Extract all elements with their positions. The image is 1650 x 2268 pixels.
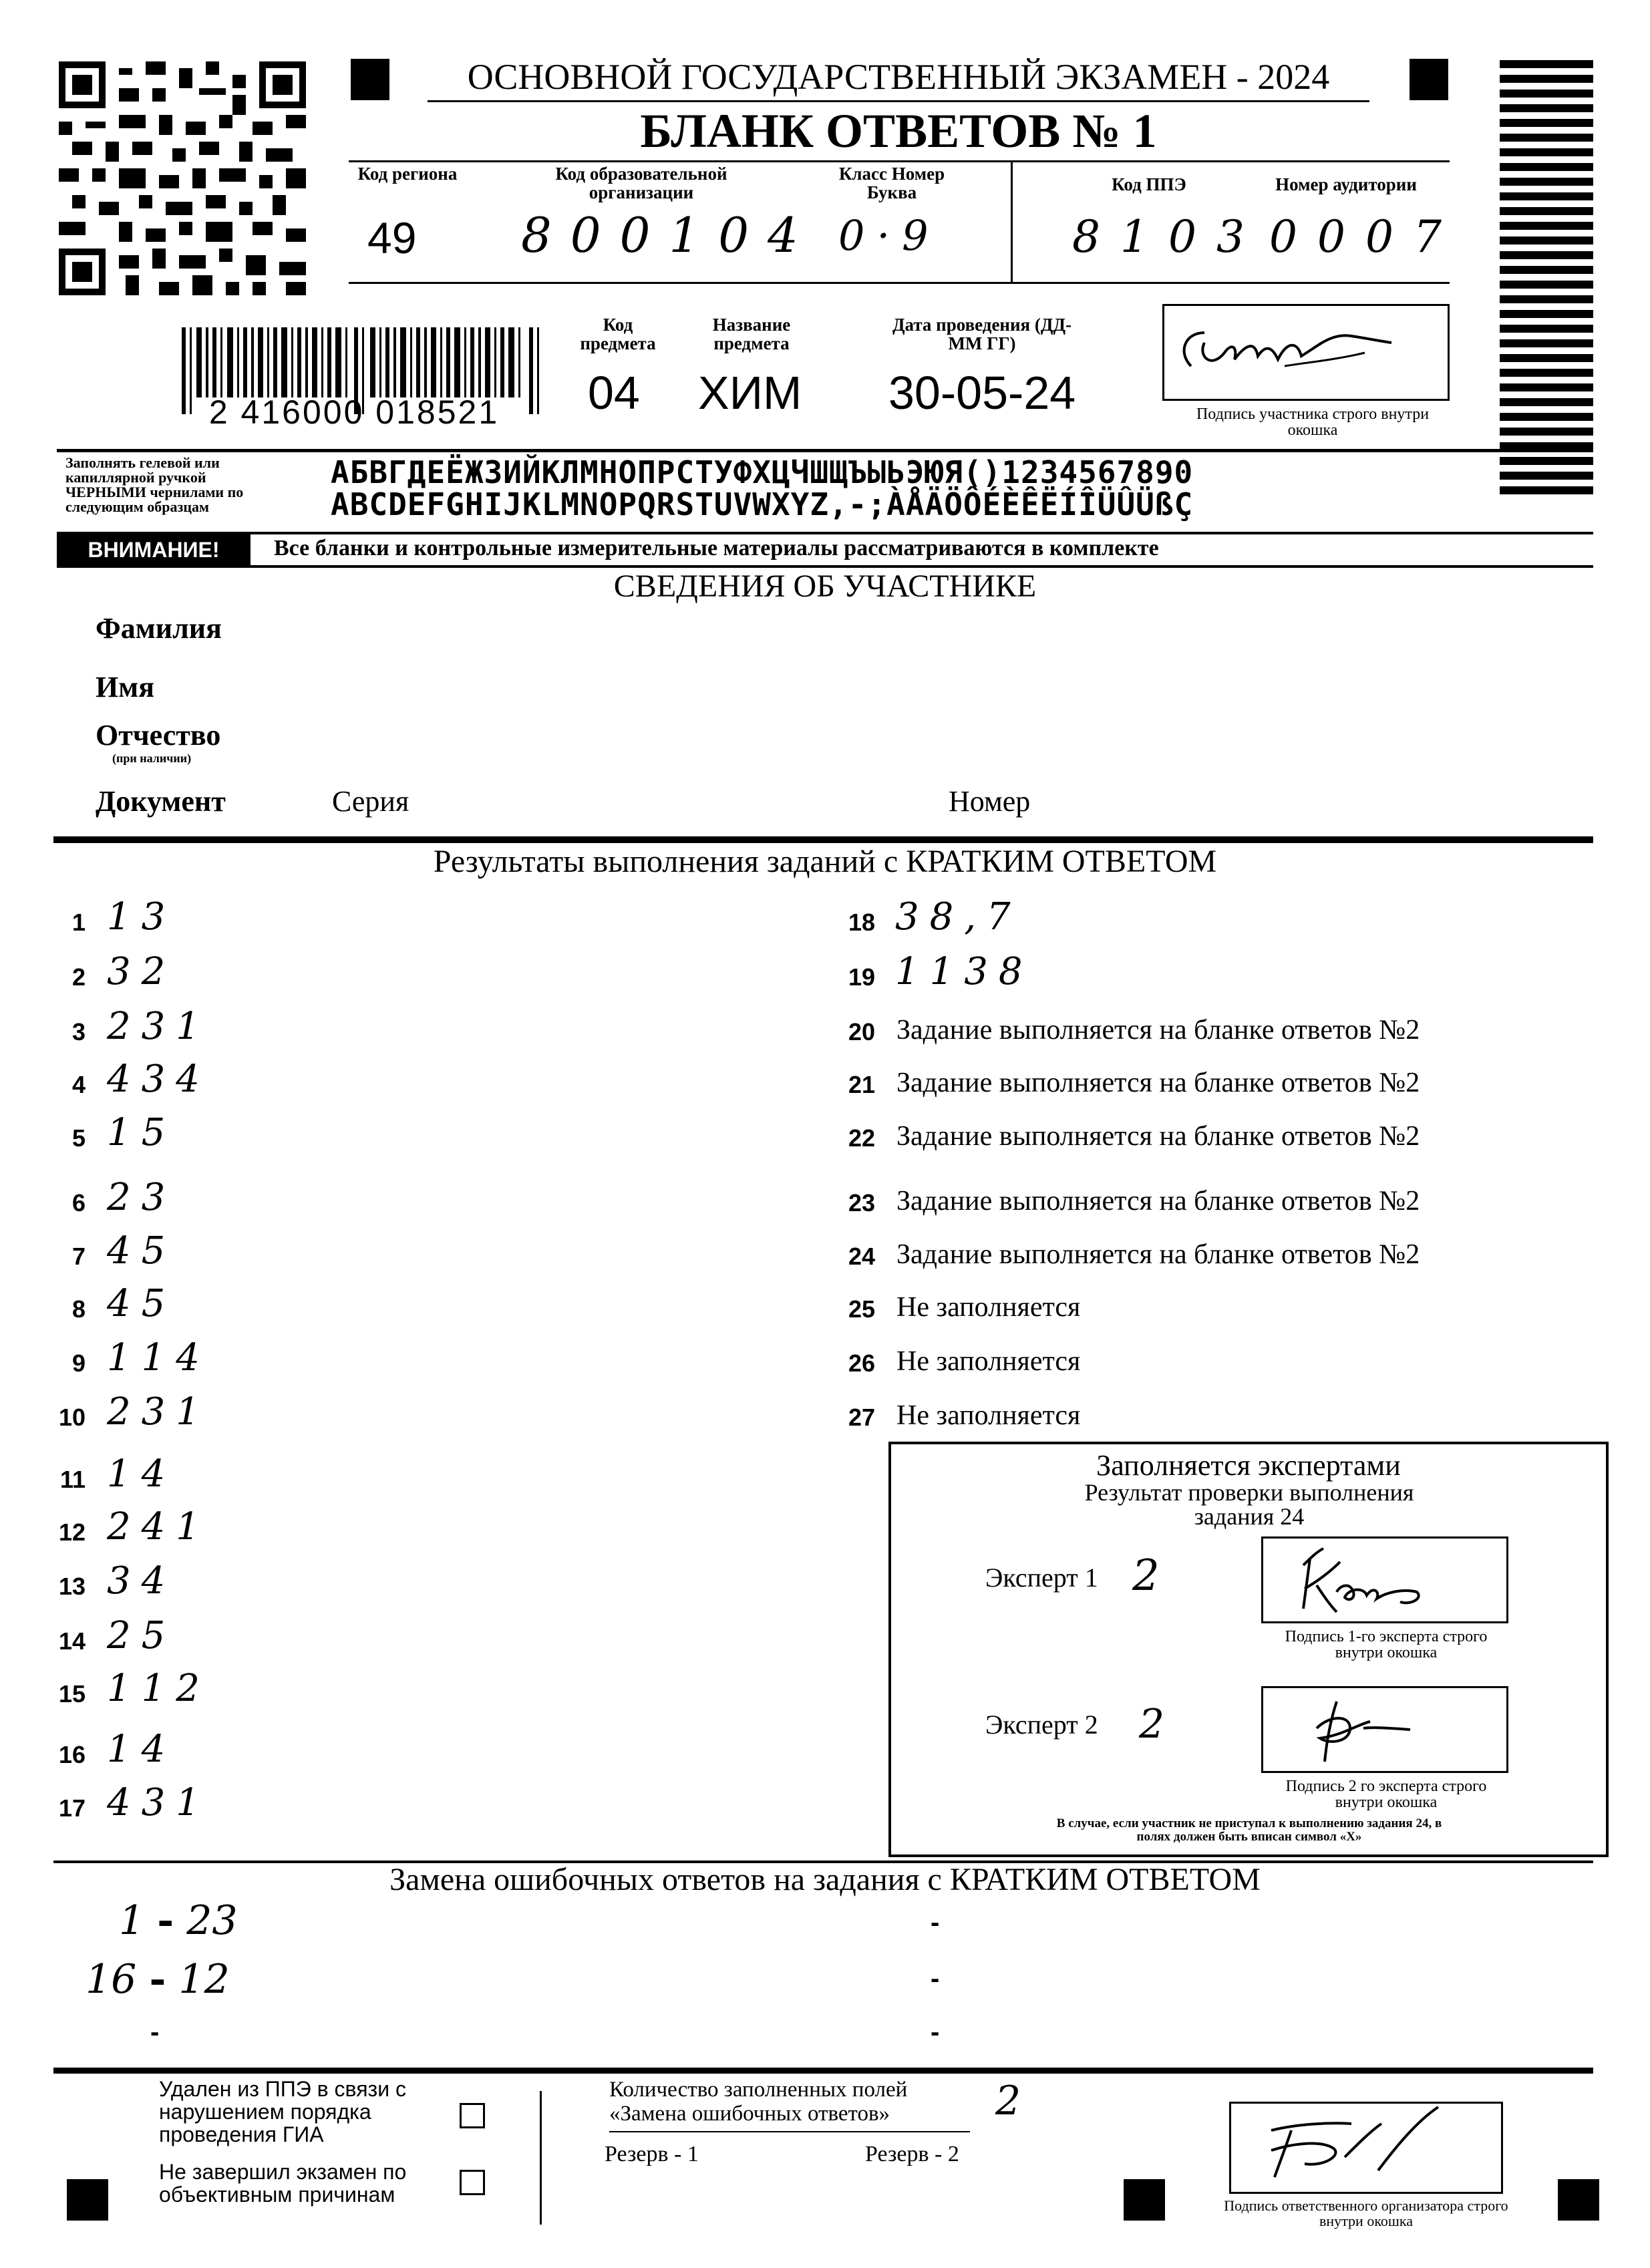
marker-square	[1124, 2179, 1165, 2221]
task-number: 7	[71, 1243, 86, 1270]
answer-row[interactable]	[0, 1177, 822, 1224]
task-number: 4	[71, 1071, 86, 1098]
task-note: Задание выполняется на бланке ответов №2	[896, 1015, 1420, 1045]
experts-subtitle: Результат проверки выполнения задания 24	[1084, 1479, 1414, 1530]
replacement-task: 1	[119, 1897, 145, 1944]
series-label: Серия	[332, 785, 409, 818]
codes-top-line	[349, 160, 1450, 162]
results-top-line	[53, 836, 1593, 843]
filled-count-value[interactable]: 2	[995, 2078, 1021, 2124]
marker-square	[67, 2179, 108, 2221]
class-value: 0·9	[838, 211, 941, 260]
task-number: 20	[848, 1018, 875, 1045]
org-value: 800104	[521, 207, 817, 263]
task-number: 27	[848, 1404, 875, 1431]
answer-row[interactable]	[828, 1177, 1603, 1224]
task-number: 6	[71, 1189, 86, 1217]
task-number: 19	[848, 963, 875, 991]
answer-value: 25	[107, 1614, 176, 1657]
answer-value: 434	[107, 1058, 210, 1101]
answer-value: 431	[107, 1781, 210, 1824]
expert2-label: Эксперт 2	[985, 1710, 1098, 1740]
experts-note: В случае, если участник не приступал к выполнению задания 24, в полях должен быть вписан символ «X»	[1056, 1816, 1442, 1844]
answer-row[interactable]	[828, 1392, 1603, 1438]
replacement-answer: 12	[178, 1956, 230, 2003]
surname-label: Фамилия	[96, 612, 222, 645]
expert2-score: 2	[1139, 1701, 1165, 1748]
region-value: 49	[367, 213, 417, 263]
room-value: 0007	[1269, 211, 1462, 263]
qr-code	[59, 61, 306, 295]
answer-row[interactable]	[0, 897, 822, 943]
number-label: Номер	[949, 785, 1031, 818]
organizer-caption: Подпись ответственного организатора строго внутри окошка	[1224, 2197, 1508, 2229]
answer-row[interactable]	[0, 1561, 822, 1607]
task-number: 14	[58, 1627, 86, 1655]
task-number: 3	[71, 1018, 86, 1045]
answer-value: 114	[107, 1336, 210, 1380]
answer-row[interactable]	[0, 1231, 822, 1277]
task-number: 13	[58, 1573, 86, 1600]
form-subtitle: БЛАНК ОТВЕТОВ № 1	[640, 104, 1157, 158]
answer-row[interactable]	[828, 1006, 1603, 1053]
expert1-label: Эксперт 1	[985, 1563, 1098, 1593]
answer-row[interactable]	[0, 1392, 822, 1438]
participant-signature	[1164, 306, 1448, 399]
not-finished-checkbox[interactable]	[460, 2170, 485, 2195]
task-note: Задание выполняется на бланке ответов №2	[896, 1186, 1420, 1217]
task-number: 16	[58, 1741, 86, 1768]
replacements-section-title: Замена ошибочных ответов на задания с КРАТКИМ ОТВЕТОМ	[389, 1862, 1261, 1897]
patronymic-label: Отчество	[96, 719, 221, 752]
participant-signature-box[interactable]	[1162, 304, 1450, 401]
task-number: 8	[71, 1295, 86, 1323]
footer-top-line	[53, 2068, 1593, 2074]
date-label: Дата проведения (ДД-ММ ГГ)	[892, 315, 1072, 353]
answer-row[interactable]	[828, 1059, 1603, 1106]
warning-label: ВНИМАНИЕ!	[57, 534, 251, 565]
samples-top-line	[57, 449, 1593, 452]
timing-stripes	[1500, 60, 1593, 501]
answer-value: 112	[107, 1667, 210, 1710]
task-number: 15	[58, 1680, 86, 1708]
ppe-label: Код ППЭ	[1112, 174, 1186, 194]
answer-row[interactable]	[0, 1782, 822, 1829]
participant-signature-caption: Подпись участника строго внутри окошка	[1196, 406, 1430, 439]
patronymic-note: (при наличии)	[112, 752, 192, 765]
answer-value: 231	[107, 1390, 210, 1434]
codes-divider	[1011, 160, 1013, 282]
task-number: 11	[59, 1466, 86, 1493]
answer-row[interactable]	[0, 1615, 822, 1662]
warning-top-line	[57, 532, 1593, 534]
answer-row[interactable]	[828, 1112, 1603, 1159]
answer-row[interactable]	[0, 1112, 822, 1159]
name-label: Имя	[96, 671, 154, 703]
exam-title: ОСНОВНОЙ ГОСУДАРСТВЕННЫЙ ЭКЗАМЕН - 2024	[467, 57, 1330, 97]
removed-checkbox[interactable]	[460, 2103, 485, 2128]
reserve-1-label: Резерв - 1	[605, 2142, 699, 2166]
replacement-row-right-2-dash[interactable]: -	[931, 1964, 940, 1993]
answer-value: 45	[107, 1229, 176, 1273]
replacement-dash: -	[149, 1956, 166, 2003]
task-note: Задание выполняется на бланке ответов №2	[896, 1239, 1420, 1270]
task-note: Задание выполняется на бланке ответов №2	[896, 1121, 1420, 1152]
room-label: Номер аудитории	[1275, 174, 1417, 194]
answer-row[interactable]	[0, 1668, 822, 1715]
answer-row[interactable]	[0, 1059, 822, 1106]
task-number: 1	[71, 909, 86, 936]
answer-row[interactable]	[0, 951, 822, 998]
answer-value: 34	[107, 1559, 176, 1603]
task-number: 26	[848, 1349, 875, 1377]
expert1-signature-box[interactable]	[1261, 1536, 1508, 1623]
task-number: 23	[848, 1189, 875, 1217]
answer-row[interactable]	[0, 1283, 822, 1330]
not-finished-label: Не завершил экзамен по объективным причинам	[159, 2160, 407, 2207]
answer-value: 15	[107, 1111, 176, 1154]
answer-value: 241	[107, 1505, 210, 1549]
answer-value: 1138	[895, 950, 1033, 993]
codes-bottom-line	[349, 282, 1450, 284]
date-value: 30-05-24	[888, 367, 1076, 419]
replacement-row-1[interactable]	[119, 1897, 238, 1944]
samples-row-2: ABCDEFGHIJKLMNOPQRSTUVWXYZ,-;ÀÅÄÖÔÉÈÊËÍÎÜÛÜßÇ	[331, 486, 1194, 522]
ppe-value: 8103	[1072, 211, 1265, 263]
answer-row[interactable]	[828, 1283, 1603, 1330]
expert1-score: 2	[1132, 1551, 1160, 1601]
task-number: 24	[848, 1243, 875, 1270]
answer-value: 45	[107, 1282, 176, 1325]
replacement-dash: -	[157, 1897, 174, 1944]
answer-row[interactable]	[0, 1337, 822, 1384]
marker-square	[1410, 59, 1448, 100]
task-number: 9	[71, 1349, 86, 1377]
subject-code-label: Код предмета	[580, 315, 656, 353]
answer-value: 38,7	[895, 895, 1021, 939]
expert2-signature-box[interactable]	[1261, 1686, 1508, 1773]
answer-value: 14	[107, 1452, 176, 1496]
answer-row[interactable]	[0, 1006, 822, 1053]
replacement-row-3-dash[interactable]: -	[150, 2017, 160, 2047]
answer-value: 14	[107, 1728, 176, 1771]
experts-title: Заполняется экспертами	[1096, 1449, 1401, 1482]
task-number: 17	[58, 1794, 86, 1822]
title-underline	[428, 100, 1369, 102]
class-label: Класс Номер Буква	[838, 164, 945, 202]
task-note: Задание выполняется на бланке ответов №2	[896, 1068, 1420, 1098]
answer-row[interactable]	[0, 1506, 822, 1553]
warning-text: Все бланки и контрольные измерительные материалы рассматриваются в комплекте	[274, 536, 1159, 560]
answer-row[interactable]	[0, 1454, 822, 1500]
expert2-signature	[1263, 1688, 1506, 1771]
answer-row[interactable]	[0, 1729, 822, 1776]
samples-instruction: Заполнять гелевой или капиллярной ручкой ЧЕРНЫМИ чернилами по следующим образцам	[65, 454, 244, 515]
answer-row[interactable]	[828, 897, 1603, 943]
answer-value: 231	[107, 1005, 210, 1048]
expert2-caption: Подпись 2 го эксперта строго внутри окошка	[1285, 1778, 1487, 1811]
org-label: Код образовательной организации	[555, 164, 727, 202]
task-number: 5	[71, 1124, 86, 1152]
expert1-caption: Подпись 1-го эксперта строго внутри окошка	[1285, 1628, 1488, 1661]
answer-value: 13	[107, 895, 176, 939]
task-note: Не заполняется	[896, 1292, 1081, 1323]
replacement-row-2[interactable]	[86, 1956, 230, 2003]
results-section-title: Результаты выполнения заданий с КРАТКИМ ОТВЕТОМ	[433, 844, 1217, 879]
task-note: Не заполняется	[896, 1400, 1081, 1431]
task-number: 21	[848, 1071, 875, 1098]
region-label: Код региона	[357, 164, 458, 184]
task-number: 12	[58, 1518, 86, 1546]
answer-value: 23	[107, 1176, 176, 1219]
barcode-number: 2 416000 018521	[208, 393, 500, 431]
replacement-task: 16	[86, 1956, 137, 2003]
organizer-signature-box[interactable]	[1229, 2102, 1503, 2194]
answer-row[interactable]	[828, 1231, 1603, 1277]
replacement-row-right-1-dash[interactable]: -	[931, 1908, 940, 1937]
reserve-2-label: Резерв - 2	[865, 2142, 959, 2166]
organizer-signature	[1231, 2104, 1501, 2192]
expert1-signature	[1263, 1538, 1506, 1621]
filled-count-underline	[609, 2131, 970, 2132]
document-label: Документ	[96, 785, 226, 818]
replacement-answer: 23	[186, 1897, 238, 1944]
samples-row-1: АБВГДЕЁЖЗИЙКЛМНОПРСТУФХЦЧШЩЪЫЬЭЮЯ()1234567890	[331, 454, 1194, 490]
task-number: 25	[848, 1295, 875, 1323]
subject-code-value: 04	[588, 367, 640, 419]
marker-square	[351, 59, 389, 100]
removed-label: Удален из ППЭ в связи с нарушением порядка проведения ГИА	[159, 2077, 406, 2146]
task-number: 18	[848, 909, 875, 936]
task-number: 22	[848, 1124, 875, 1152]
marker-square	[1558, 2179, 1599, 2221]
footer-divider	[540, 2091, 542, 2225]
replacement-row-right-3-dash[interactable]: -	[931, 2017, 940, 2047]
task-note: Не заполняется	[896, 1346, 1081, 1377]
answer-row[interactable]	[828, 951, 1603, 998]
filled-count-label: Количество заполненных полей «Замена ошибочных ответов»	[609, 2078, 908, 2126]
subject-name-label: Название предмета	[712, 315, 791, 353]
task-number: 10	[58, 1404, 86, 1431]
task-number: 2	[71, 963, 86, 991]
participant-section-title: СВЕДЕНИЯ ОБ УЧАСТНИКЕ	[613, 569, 1037, 604]
subject-name-value: ХИМ	[698, 367, 802, 419]
answer-row[interactable]	[828, 1337, 1603, 1384]
answer-value: 32	[107, 950, 176, 993]
